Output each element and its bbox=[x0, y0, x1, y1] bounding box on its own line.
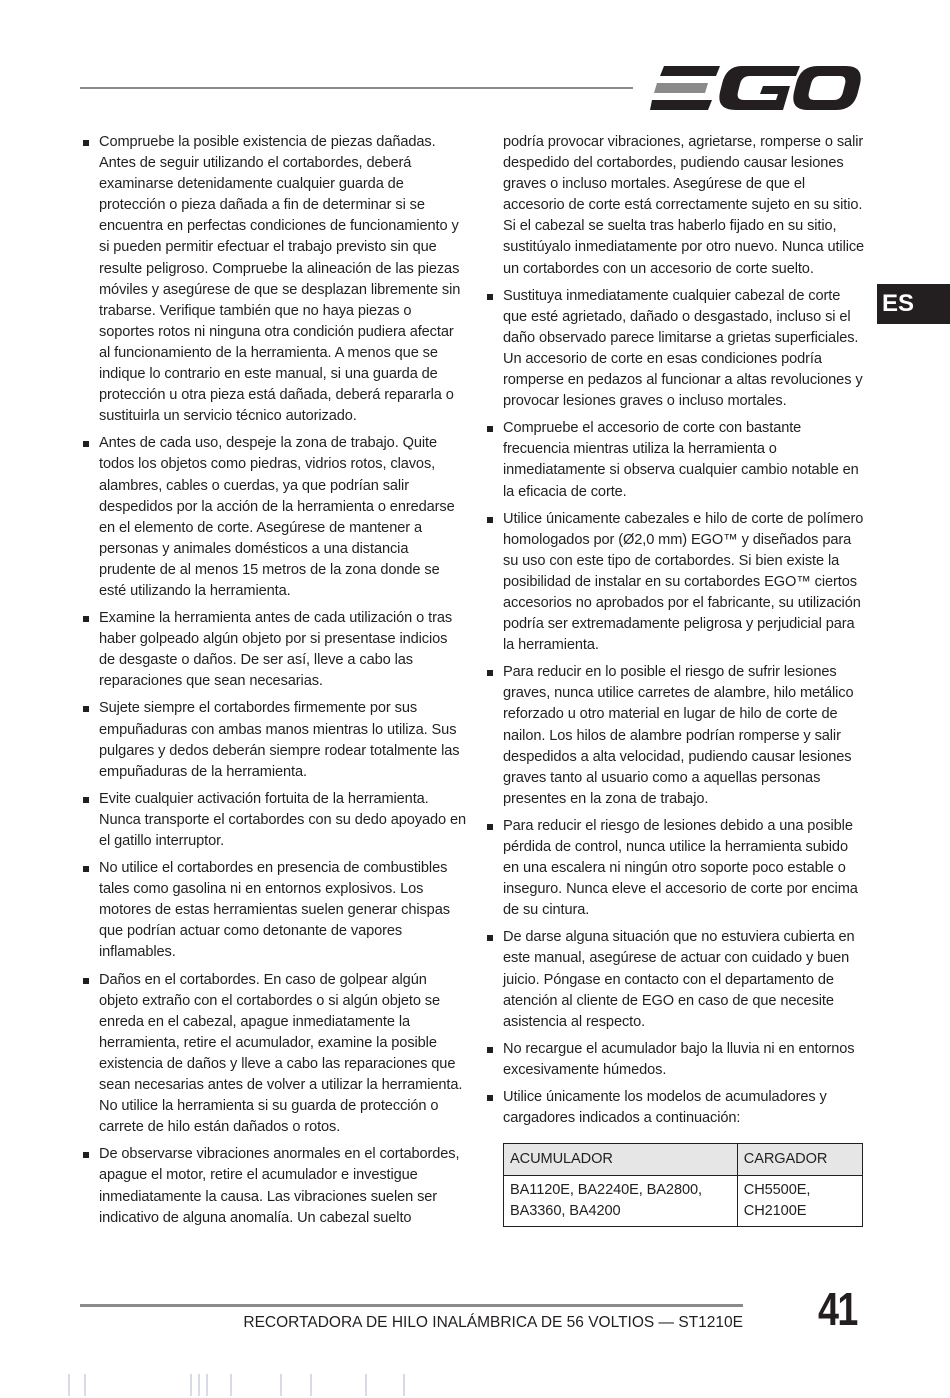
left-column bbox=[80, 132, 466, 1235]
list-item-text: Daños en el cortabordes. En caso de golpear algún objeto extraño con el cortabordes o si algún objeto se enreda en el cabezal, apague inmediatamente la herramienta, retire el acumulador, examine la posible existencia de daños y lleve a cabo las reparaciones que sean necesarias antes de volver a utilizar la herramienta. No utilice la herramienta si su guarda de protección o carrete de hilo están dañados o rotos. bbox=[99, 971, 463, 1136]
language-tab: ES bbox=[877, 284, 950, 324]
bullet-square-icon bbox=[487, 294, 493, 300]
list-item bbox=[80, 132, 466, 427]
continued-paragraph: podría provocar vibraciones, agrietarse, romperse o salir despedido del cortabordes, pudiendo causar lesiones graves o incluso mortales. Asegúrese de que el accesorio de corte está correctamente sujeto en su sitio. Si el cabezal se suelta tras haberlo fijado en su sitio, sustitúyalo inmediatamente por otro nuevo. Nunca utilice un cortabordes con un accesorio de corte suelto. bbox=[503, 134, 865, 277]
list-item bbox=[484, 1039, 866, 1081]
list-item-text: Evite cualquier activación fortuita de la herramienta. Nunca transporte el cortabordes con su dedo apoyado en el gatillo interruptor. bbox=[99, 790, 466, 849]
footer-rule bbox=[80, 1304, 743, 1307]
bullet-square-icon bbox=[487, 517, 493, 523]
list-item-text: Utilice únicamente los modelos de acumuladores y cargadores indicados a continuación: bbox=[503, 1089, 827, 1127]
list-item bbox=[80, 698, 466, 782]
bullet-square-icon bbox=[487, 426, 493, 432]
list-item bbox=[80, 1144, 466, 1228]
bullet-square-icon bbox=[83, 797, 89, 803]
list-item bbox=[80, 608, 466, 692]
list-item bbox=[484, 418, 866, 502]
list-item-text: De darse alguna situación que no estuviera cubierta en este manual, asegúrese de actuar con cuidado y buen juicio. Póngase en contacto con el departamento de atención al cliente de EGO en caso de que necesite asistencia al respecto. bbox=[503, 929, 855, 1030]
list-item bbox=[484, 286, 866, 413]
bullet-square-icon bbox=[83, 616, 89, 622]
bullet-square-icon bbox=[83, 1152, 89, 1158]
bullet-square-icon bbox=[487, 670, 493, 676]
list-item-text: Para reducir en lo posible el riesgo de sufrir lesiones graves, nunca utilice carretes de alambre, hilo metálico reforzado u otro material en lugar de hilo de corte de nailon. Los hilos de alambre podrían romperse y salir despedidos a alta velocidad, pudiendo causar lesiones graves tanto al usuario como a aquellas personas presentes en la zona de trabajo. bbox=[503, 664, 854, 807]
list-item-text: De observarse vibraciones anormales en el cortabordes, apague el motor, retire el acumulador e investigue inmediatamente la causa. Las vibraciones suelen ser indicativo de alguna anomalía. Un cabezal suelto bbox=[99, 1146, 460, 1226]
list-item-text: Compruebe la posible existencia de piezas dañadas. Antes de seguir utilizando el cortabordes, deberá examinarse detenidamente cualquier guarda de protección o pieza dañada a fin de determinar si se encuentra en perfectas condiciones de funcionamiento y si pueden permitir efectuar el trabajo previsto sin que resulte peligroso. Compruebe la alineación de las piezas móviles y asegúrese de que se desplazan libremente sin trabarse. Verifique también que no haya piezas o soportes rotos ni ninguna otra condición pudiera afectar al funcionamiento de la herramienta. A menos que se indique lo contrario en este manual, si una guarda de protección u otra pieza está dañada, deberá repararla o sustituirla un servicio técnico autorizado. bbox=[99, 134, 461, 425]
bullet-square-icon bbox=[487, 824, 493, 830]
list-item bbox=[80, 433, 466, 602]
table-header-row bbox=[504, 1144, 863, 1176]
bullet-square-icon bbox=[83, 441, 89, 447]
list-item bbox=[484, 816, 866, 921]
safety-list-right bbox=[484, 286, 866, 1130]
footer-title: RECORTADORA DE HILO INALÁMBRICA DE 56 VOLTIOS — ST1210E bbox=[243, 1314, 743, 1331]
list-item-text: Utilice únicamente cabezales e hilo de corte de polímero homologados por (Ø2,0 mm) EGO™ y diseñados para su uso con este tipo de cortabordes. Si bien existe la posibilidad de instalar en su cortabordes EGO™ ciertos accesorios no aprobados por el fabricante, su utilización podría ser extremadamente peligrosa y perjudicial para la herramienta. bbox=[503, 510, 864, 654]
list-item bbox=[484, 927, 866, 1032]
list-item bbox=[80, 858, 466, 963]
print-marks bbox=[60, 1374, 460, 1396]
list-item bbox=[484, 509, 866, 657]
bullet-square-icon bbox=[83, 866, 89, 872]
charger-models-cell: CH5500E, CH2100E bbox=[737, 1176, 862, 1227]
bullet-square-icon bbox=[83, 978, 89, 984]
header-rule bbox=[80, 87, 633, 89]
right-column bbox=[484, 132, 866, 1227]
bullet-square-icon bbox=[487, 1047, 493, 1053]
list-item bbox=[484, 1087, 866, 1129]
battery-models-cell: BA1120E, BA2240E, BA2800, BA3360, BA4200 bbox=[504, 1176, 738, 1227]
bullet-square-icon bbox=[487, 935, 493, 941]
list-item-text: Antes de cada uso, despeje la zona de trabajo. Quite todos los objetos como piedras, vidrios rotos, clavos, alambres, cables o cuerdas, ya que podrían salir despedidos por la acción de la herramienta o enredarse en el elemento de corte. Asegúrese de mantener a personas y animales domésticos a una distancia prudente de al menos 15 metros de la zona donde se esté utilizando la herramienta. bbox=[99, 435, 455, 599]
page-number: 41 bbox=[818, 1283, 857, 1335]
bullet-square-icon bbox=[83, 140, 89, 146]
models-table bbox=[503, 1143, 863, 1227]
list-item-text: Sujete siempre el cortabordes firmemente por sus empuñaduras con ambas manos mientras lo utiliza. Sus pulgares y dedos deberán siempre rodear totalmente las empuñaduras de la herramienta. bbox=[99, 700, 460, 780]
list-item bbox=[484, 662, 866, 810]
bullet-square-icon bbox=[487, 1095, 493, 1101]
safety-list-left bbox=[80, 132, 466, 1229]
charger-column-header: CARGADOR bbox=[737, 1144, 862, 1176]
list-item-text: Compruebe el accesorio de corte con bastante frecuencia mientras utiliza la herramienta o inmediatamente si observa cualquier cambio notable en la eficacia de corte. bbox=[503, 420, 859, 500]
list-item-text: Para reducir el riesgo de lesiones debido a una posible pérdida de control, nunca utilice la herramienta subido en una escalera ni ningún otro soporte poco estable o inseguro. Nunca eleve el accesorio de corte por encima de su cintura. bbox=[503, 817, 858, 919]
list-item bbox=[80, 970, 466, 1139]
list-item-text: Sustituya inmediatamente cualquier cabezal de corte que esté agrietado, dañado o desgastado, incluso si el daño observado parece limitarse a grietas superficiales. Un accesorio de corte en esas condiciones podría romperse en pedazos al funcionar a altas revoluciones y provocar lesiones graves o incluso mortales. bbox=[503, 287, 863, 410]
list-item-text: No utilice el cortabordes en presencia de combustibles tales como gasolina ni en entornos explosivos. Los motores de estas herramientas suelen generar chispas que podrían actuar como detonante de vapores inflamables. bbox=[99, 860, 450, 961]
battery-column-header: ACUMULADOR bbox=[504, 1144, 738, 1176]
list-item bbox=[80, 789, 466, 852]
list-item-text: No recargue el acumulador bajo la lluvia ni en entornos excesivamente húmedos. bbox=[503, 1040, 855, 1078]
list-item-text: Examine la herramienta antes de cada utilización o tras haber golpeado algún objeto por si presentase indicios de desgaste o daños. De ser así, lleve a cabo las reparaciones que sean necesarias. bbox=[99, 610, 453, 690]
ego-logo bbox=[650, 62, 862, 114]
table-row bbox=[504, 1176, 863, 1227]
bullet-square-icon bbox=[83, 706, 89, 712]
